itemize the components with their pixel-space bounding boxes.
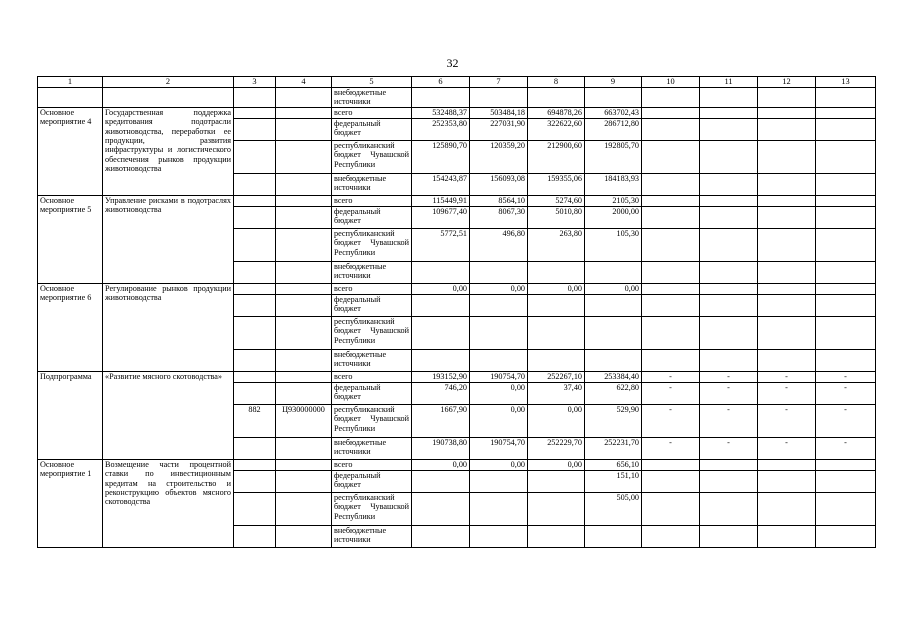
- value-cell: 8564,10: [470, 195, 528, 206]
- value-cell: 532488,37: [412, 107, 470, 118]
- cell: [276, 88, 332, 108]
- value-cell: 151,10: [585, 470, 642, 492]
- funding-source: внебюджетные источники: [332, 173, 412, 195]
- value-cell: [816, 173, 876, 195]
- code-cell: [234, 316, 276, 349]
- value-cell: 529,90: [585, 404, 642, 437]
- value-cell: [642, 492, 700, 525]
- value-cell: 746,20: [412, 382, 470, 404]
- value-cell: [700, 261, 758, 283]
- value-cell: 663702,43: [585, 107, 642, 118]
- value-cell: 227031,90: [470, 118, 528, 140]
- value-cell: [642, 140, 700, 173]
- value-cell: 120359,20: [470, 140, 528, 173]
- page-number: 32: [446, 56, 459, 70]
- value-cell: [585, 525, 642, 547]
- funding-source: внебюджетные источники: [332, 349, 412, 371]
- value-cell: [816, 261, 876, 283]
- code-cell: [276, 206, 332, 228]
- value-cell: 105,30: [585, 228, 642, 261]
- header-cell: 3: [234, 77, 276, 88]
- code-cell: [276, 107, 332, 118]
- table-body: [38, 88, 876, 548]
- value-cell: [758, 492, 816, 525]
- funding-source: всего: [332, 107, 412, 118]
- header-cell: 13: [816, 77, 876, 88]
- header-row: [38, 77, 876, 88]
- funding-source: всего: [332, 195, 412, 206]
- value-cell: [528, 316, 585, 349]
- value-cell: 8067,30: [470, 206, 528, 228]
- value-cell: 0,00: [470, 283, 528, 294]
- code-cell: [234, 283, 276, 294]
- code-cell: [234, 492, 276, 525]
- code-cell: [276, 525, 332, 547]
- code-cell: [234, 470, 276, 492]
- value-cell: [816, 349, 876, 371]
- code-cell: [276, 459, 332, 470]
- value-cell: -: [758, 382, 816, 404]
- value-cell: [700, 195, 758, 206]
- value-cell: [758, 349, 816, 371]
- code-cell: [234, 349, 276, 371]
- value-cell: [585, 316, 642, 349]
- value-cell: 159355,06: [528, 173, 585, 195]
- table-row: [38, 371, 876, 382]
- value-cell: [642, 349, 700, 371]
- code-cell: [234, 118, 276, 140]
- header-cell: 12: [758, 77, 816, 88]
- budget-table: [37, 76, 876, 548]
- value-cell: 253384,40: [585, 371, 642, 382]
- code-cell: [234, 382, 276, 404]
- code-cell: [276, 294, 332, 316]
- value-cell: 5274,60: [528, 195, 585, 206]
- value-cell: -: [816, 382, 876, 404]
- value-cell: [700, 349, 758, 371]
- value-cell: 192805,70: [585, 140, 642, 173]
- value-cell: 322622,60: [528, 118, 585, 140]
- value-cell: 190754,70: [470, 371, 528, 382]
- table-row: [38, 283, 876, 294]
- value-cell: -: [642, 371, 700, 382]
- code-cell: [276, 316, 332, 349]
- value-cell: [528, 492, 585, 525]
- code-cell: [234, 228, 276, 261]
- value-cell: [642, 525, 700, 547]
- table-header: [38, 77, 876, 88]
- value-cell: [412, 349, 470, 371]
- value-cell: 2000,00: [585, 206, 642, 228]
- value-cell: [642, 228, 700, 261]
- value-cell: [412, 525, 470, 547]
- code-cell: [276, 228, 332, 261]
- value-cell: [700, 525, 758, 547]
- value-cell: [816, 228, 876, 261]
- value-cell: 212900,60: [528, 140, 585, 173]
- value-cell: [700, 470, 758, 492]
- value-cell: [528, 525, 585, 547]
- value-cell: 193152,90: [412, 371, 470, 382]
- section-description: Возмещение части процентной ставки по инвестиционным кредитам на строительство и реконструкцию объектов мясного скотоводства: [103, 459, 234, 547]
- value-cell: [528, 470, 585, 492]
- code-cell: [276, 470, 332, 492]
- value-cell: [700, 283, 758, 294]
- value-cell: 1667,90: [412, 404, 470, 437]
- funding-source: федеральный бюджет: [332, 118, 412, 140]
- code-cell: [276, 349, 332, 371]
- value-cell: 286712,80: [585, 118, 642, 140]
- header-cell: 6: [412, 77, 470, 88]
- value-cell: -: [816, 371, 876, 382]
- value-cell: 0,00: [470, 459, 528, 470]
- value-cell: [412, 294, 470, 316]
- value-cell: [585, 261, 642, 283]
- value-cell: 0,00: [528, 283, 585, 294]
- code-cell: [234, 107, 276, 118]
- code-cell: [234, 206, 276, 228]
- value-cell: 694878,26: [528, 107, 585, 118]
- funding-source: республиканский бюджет Чувашской Республики: [332, 492, 412, 525]
- value-cell: 622,80: [585, 382, 642, 404]
- code-cell: [234, 437, 276, 459]
- value-cell: [412, 316, 470, 349]
- value-cell: [758, 228, 816, 261]
- value-cell: 37,40: [528, 382, 585, 404]
- value-cell: [700, 140, 758, 173]
- value-cell: -: [642, 437, 700, 459]
- value-cell: [816, 195, 876, 206]
- value-cell: [758, 206, 816, 228]
- header-cell: 5: [332, 77, 412, 88]
- value-cell: [470, 294, 528, 316]
- value-cell: [642, 107, 700, 118]
- funding-source: республиканский бюджет Чувашской Республики: [332, 404, 412, 437]
- value-cell: -: [700, 437, 758, 459]
- value-cell: [700, 107, 758, 118]
- value-cell: [700, 206, 758, 228]
- table-row: [38, 88, 876, 108]
- value-cell: [816, 470, 876, 492]
- header-cell: 4: [276, 77, 332, 88]
- header-cell: 11: [700, 77, 758, 88]
- value-cell: [700, 459, 758, 470]
- cell: [642, 88, 700, 108]
- value-cell: [700, 228, 758, 261]
- header-cell: 1: [38, 77, 103, 88]
- value-cell: 496,80: [470, 228, 528, 261]
- cell: [234, 88, 276, 108]
- code-cell: [276, 173, 332, 195]
- cell: [585, 88, 642, 108]
- code-cell: [276, 371, 332, 382]
- value-cell: 0,00: [412, 283, 470, 294]
- value-cell: [470, 525, 528, 547]
- value-cell: [642, 173, 700, 195]
- header-cell: 9: [585, 77, 642, 88]
- code-cell: [276, 261, 332, 283]
- value-cell: 263,80: [528, 228, 585, 261]
- value-cell: [816, 459, 876, 470]
- header-cell: 2: [103, 77, 234, 88]
- value-cell: -: [642, 382, 700, 404]
- value-cell: [700, 492, 758, 525]
- value-cell: [758, 195, 816, 206]
- value-cell: [816, 525, 876, 547]
- cell: [412, 88, 470, 108]
- code-cell: [276, 195, 332, 206]
- value-cell: [642, 283, 700, 294]
- value-cell: -: [816, 437, 876, 459]
- value-cell: 252267,10: [528, 371, 585, 382]
- value-cell: [816, 140, 876, 173]
- value-cell: [758, 140, 816, 173]
- cell: [758, 88, 816, 108]
- value-cell: 252229,70: [528, 437, 585, 459]
- value-cell: 252353,80: [412, 118, 470, 140]
- funding-source: внебюджетные источники: [332, 88, 412, 108]
- value-cell: -: [700, 371, 758, 382]
- value-cell: [700, 294, 758, 316]
- code-cell: [234, 459, 276, 470]
- value-cell: 0,00: [470, 382, 528, 404]
- funding-source: федеральный бюджет: [332, 206, 412, 228]
- value-cell: [470, 261, 528, 283]
- value-cell: 656,10: [585, 459, 642, 470]
- header-cell: 10: [642, 77, 700, 88]
- funding-source: внебюджетные источники: [332, 525, 412, 547]
- section-title: Основное мероприятие 4: [38, 107, 103, 195]
- value-cell: [816, 492, 876, 525]
- value-cell: [585, 294, 642, 316]
- value-cell: [642, 316, 700, 349]
- value-cell: 505,00: [585, 492, 642, 525]
- value-cell: -: [700, 404, 758, 437]
- value-cell: -: [816, 404, 876, 437]
- table-row: [38, 107, 876, 118]
- table-row: [38, 459, 876, 470]
- value-cell: [470, 349, 528, 371]
- cell: [470, 88, 528, 108]
- value-cell: [816, 316, 876, 349]
- section-title: Основное мероприятие 5: [38, 195, 103, 283]
- value-cell: -: [758, 371, 816, 382]
- funding-source: всего: [332, 459, 412, 470]
- code-cell: [276, 118, 332, 140]
- value-cell: [642, 294, 700, 316]
- funding-source: внебюджетные источники: [332, 437, 412, 459]
- value-cell: [528, 294, 585, 316]
- code-cell: [276, 382, 332, 404]
- header-cell: 8: [528, 77, 585, 88]
- section-description: «Развитие мясного скотоводства»: [103, 371, 234, 459]
- funding-source: внебюджетные источники: [332, 261, 412, 283]
- value-cell: [758, 294, 816, 316]
- code-cell: [234, 195, 276, 206]
- value-cell: [642, 206, 700, 228]
- funding-source: республиканский бюджет Чувашской Республики: [332, 228, 412, 261]
- value-cell: -: [642, 404, 700, 437]
- value-cell: 115449,91: [412, 195, 470, 206]
- value-cell: [816, 294, 876, 316]
- value-cell: [528, 349, 585, 371]
- value-cell: 5772,51: [412, 228, 470, 261]
- value-cell: [758, 470, 816, 492]
- value-cell: 125890,70: [412, 140, 470, 173]
- cell: [38, 88, 103, 108]
- value-cell: 154243,87: [412, 173, 470, 195]
- section-title: Основное мероприятие 6: [38, 283, 103, 371]
- cell: [816, 88, 876, 108]
- value-cell: 252231,70: [585, 437, 642, 459]
- cell: [528, 88, 585, 108]
- funding-source: федеральный бюджет: [332, 382, 412, 404]
- value-cell: 190754,70: [470, 437, 528, 459]
- code-cell: [234, 261, 276, 283]
- value-cell: 5010,80: [528, 206, 585, 228]
- value-cell: 190738,80: [412, 437, 470, 459]
- value-cell: [700, 316, 758, 349]
- header-cell: 7: [470, 77, 528, 88]
- value-cell: 184183,93: [585, 173, 642, 195]
- code-cell: [234, 371, 276, 382]
- value-cell: [816, 283, 876, 294]
- code-cell: 882: [234, 404, 276, 437]
- value-cell: -: [758, 437, 816, 459]
- value-cell: [585, 349, 642, 371]
- value-cell: [412, 492, 470, 525]
- value-cell: [412, 470, 470, 492]
- section-description: Управление рисками в подотраслях животноводства: [103, 195, 234, 283]
- value-cell: [470, 492, 528, 525]
- section-description: Регулирование рынков продукции животноводства: [103, 283, 234, 371]
- value-cell: [642, 470, 700, 492]
- section-title: Подпрограмма: [38, 371, 103, 459]
- value-cell: [642, 261, 700, 283]
- value-cell: [470, 316, 528, 349]
- funding-source: федеральный бюджет: [332, 470, 412, 492]
- code-cell: [276, 140, 332, 173]
- section-title: Основное мероприятие 1: [38, 459, 103, 547]
- value-cell: 0,00: [412, 459, 470, 470]
- value-cell: 0,00: [528, 459, 585, 470]
- funding-source: всего: [332, 371, 412, 382]
- code-cell: Ц930000000: [276, 404, 332, 437]
- value-cell: -: [758, 404, 816, 437]
- value-cell: [528, 261, 585, 283]
- value-cell: [758, 525, 816, 547]
- cell: [103, 88, 234, 108]
- value-cell: [758, 118, 816, 140]
- code-cell: [276, 437, 332, 459]
- value-cell: -: [700, 382, 758, 404]
- value-cell: [758, 107, 816, 118]
- value-cell: [470, 470, 528, 492]
- value-cell: 503484,18: [470, 107, 528, 118]
- code-cell: [234, 525, 276, 547]
- code-cell: [276, 283, 332, 294]
- value-cell: [816, 206, 876, 228]
- value-cell: [700, 173, 758, 195]
- value-cell: [412, 261, 470, 283]
- funding-source: федеральный бюджет: [332, 294, 412, 316]
- value-cell: 2105,30: [585, 195, 642, 206]
- code-cell: [234, 294, 276, 316]
- value-cell: [816, 118, 876, 140]
- code-cell: [234, 173, 276, 195]
- value-cell: [642, 118, 700, 140]
- value-cell: [758, 261, 816, 283]
- value-cell: 0,00: [470, 404, 528, 437]
- value-cell: [758, 173, 816, 195]
- value-cell: [758, 459, 816, 470]
- value-cell: [642, 195, 700, 206]
- funding-source: всего: [332, 283, 412, 294]
- cell: [700, 88, 758, 108]
- value-cell: 0,00: [528, 404, 585, 437]
- section-description: Государственная поддержка кредитования подотрасли животноводства, переработки ее продукции, развития инфраструктуры и логистического обеспечения рынков продукции животноводства: [103, 107, 234, 195]
- code-cell: [276, 492, 332, 525]
- value-cell: 109677,40: [412, 206, 470, 228]
- value-cell: [642, 459, 700, 470]
- code-cell: [234, 140, 276, 173]
- value-cell: 0,00: [585, 283, 642, 294]
- value-cell: [816, 107, 876, 118]
- value-cell: [758, 316, 816, 349]
- value-cell: [700, 118, 758, 140]
- funding-source: республиканский бюджет Чувашской Республики: [332, 316, 412, 349]
- value-cell: [758, 283, 816, 294]
- table-row: [38, 195, 876, 206]
- value-cell: 156093,08: [470, 173, 528, 195]
- funding-source: республиканский бюджет Чувашской Республики: [332, 140, 412, 173]
